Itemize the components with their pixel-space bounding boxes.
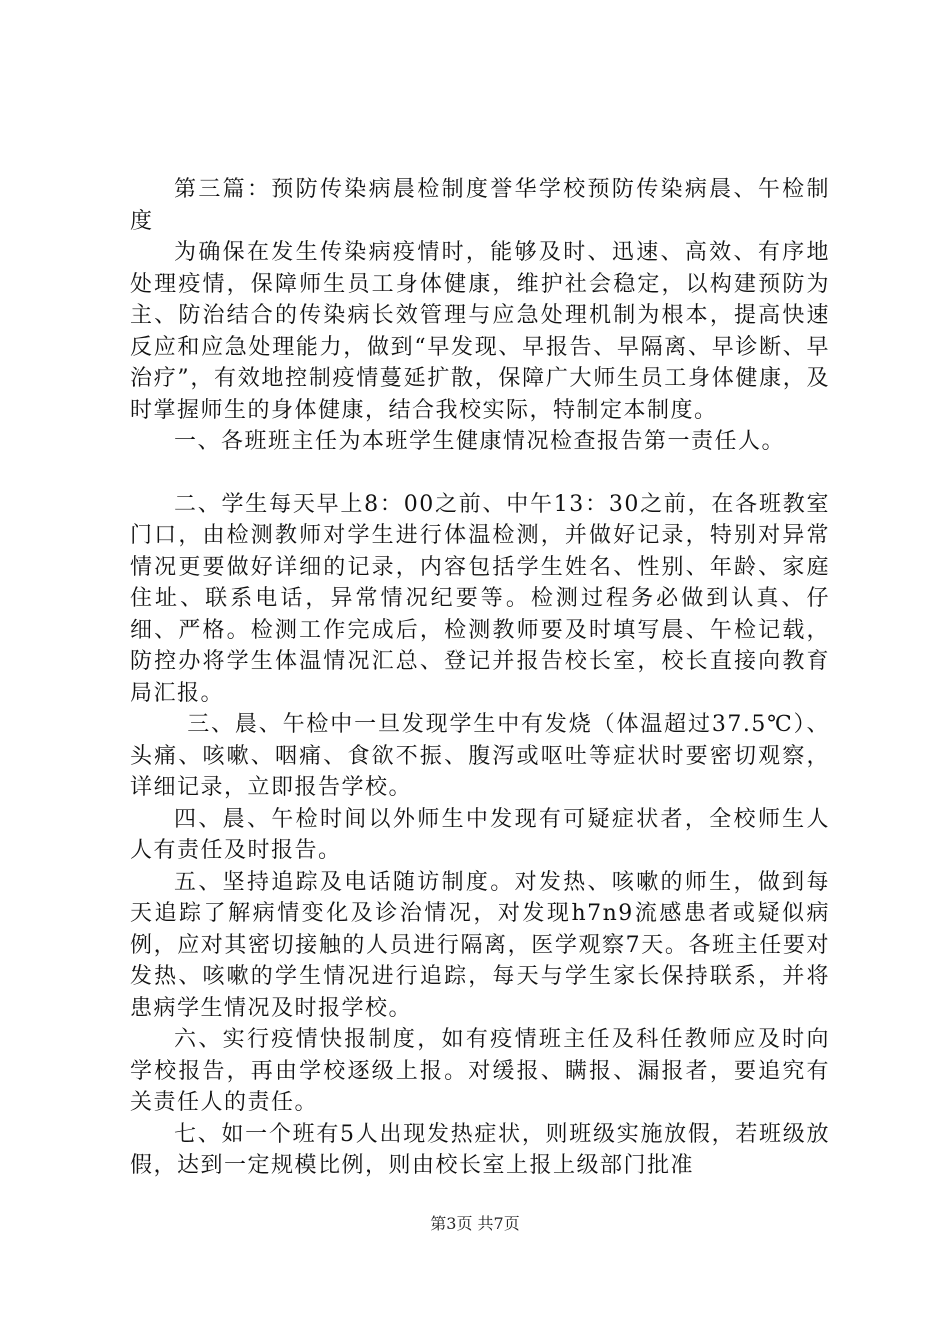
document-title-paragraph: 第三篇：预防传染病晨检制度誉华学校预防传染病晨、午检制度	[130, 177, 830, 234]
document-body	[130, 174, 830, 1182]
rule-2-paragraph: 二、学生每天早上8：00之前、中午13：30之前，在各班教室门口，由检测教师对学生进行体温检测，并做好记录，特别对异常情况更要做好详细的记录，内容包括学生姓名、性别、年龄、家庭住址、联系电话，异常情况纪要等。检测过程务必做到认真、仔细、严格。检测工作完成后，检测教师要及时填写晨、午检记载，防控办将学生体温情况汇总、登记并报告校长室，校长直接向教育局汇报。	[130, 491, 830, 706]
rule-4-paragraph: 四、晨、午检时间以外师生中发现有可疑症状者，全校师生人人有责任及时报告。	[130, 806, 830, 863]
rule-5-paragraph: 五、坚持追踪及电话随访制度。对发热、咳嗽的师生，做到每天追踪了解病情变化及诊治情况，对发现h7n9流感患者或疑似病例，应对其密切接触的人员进行隔离，医学观察7天。各班主任要对发热、咳嗽的学生情况进行追踪，每天与学生家长保持联系，并将患病学生情况及时报学校。	[130, 869, 830, 1021]
page-number-footer: 第3页 共7页	[430, 1214, 520, 1233]
intro-paragraph: 为确保在发生传染病疫情时，能够及时、迅速、高效、有序地处理疫情，保障师生员工身体健康，维护社会稳定，以构建预防为主、防治结合的传染病长效管理与应急处理机制为根本，提高快速反应和应急处理能力，做到“早发现、早报告、早隔离、早诊断、早治疗”，有效地控制疫情蔓延扩散，保障广大师生员工身体健康，及时掌握师生的身体健康，结合我校实际，特制定本制度。	[130, 240, 830, 423]
rule-7-paragraph: 七、如一个班有5人出现发热症状，则班级实施放假，若班级放假，达到一定规模比例，则由校长室上报上级部门批准	[130, 1121, 830, 1178]
rule-1-paragraph: 一、各班班主任为本班学生健康情况检查报告第一责任人。	[174, 429, 786, 454]
rule-6-paragraph: 六、实行疫情快报制度，如有疫情班主任及科任教师应及时向学校报告，再由学校逐级上报。对缓报、瞒报、漏报者，要追究有关责任人的责任。	[130, 1027, 830, 1115]
rule-3-paragraph: 三、晨、午检中一旦发现学生中有发烧（体温超过37.5℃）、头痛、咳嗽、咽痛、食欲不振、腹泻或呕吐等症状时要密切观察，详细记录，立即报告学校。	[130, 712, 830, 800]
